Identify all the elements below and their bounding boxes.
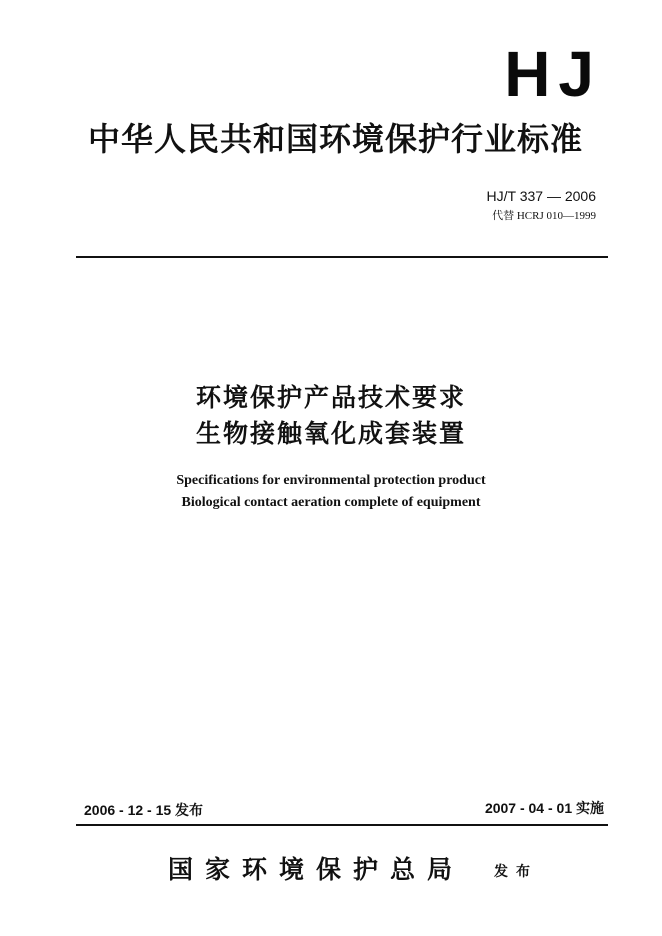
title-en-line1: Specifications for environmental protection product xyxy=(176,473,486,488)
bottom-divider xyxy=(76,824,608,826)
title-zh-line2: 生物接触氧化成套装置 xyxy=(195,419,466,448)
standard-number: HJ/T 337 — 2006 xyxy=(486,188,596,204)
implementation-date: 2007 - 04 - 01 实施 xyxy=(484,800,604,816)
replaced-standard: 代替 HCRJ 010—1999 xyxy=(492,210,596,222)
issue-date: 2006 - 12 - 15 发布 xyxy=(84,802,204,818)
publish-label: 发布 xyxy=(494,864,538,880)
title-en-line2: Biological contact aeration complete of equipment xyxy=(181,495,481,510)
standard-category-heading: 中华人民共和国环境保护行业标准 xyxy=(88,120,584,158)
title-zh-line1: 环境保护产品技术要求 xyxy=(195,383,466,412)
hj-logo: HJ xyxy=(504,38,602,110)
issuing-authority: 国家环境保护总局 xyxy=(168,855,465,884)
top-divider xyxy=(76,256,608,258)
